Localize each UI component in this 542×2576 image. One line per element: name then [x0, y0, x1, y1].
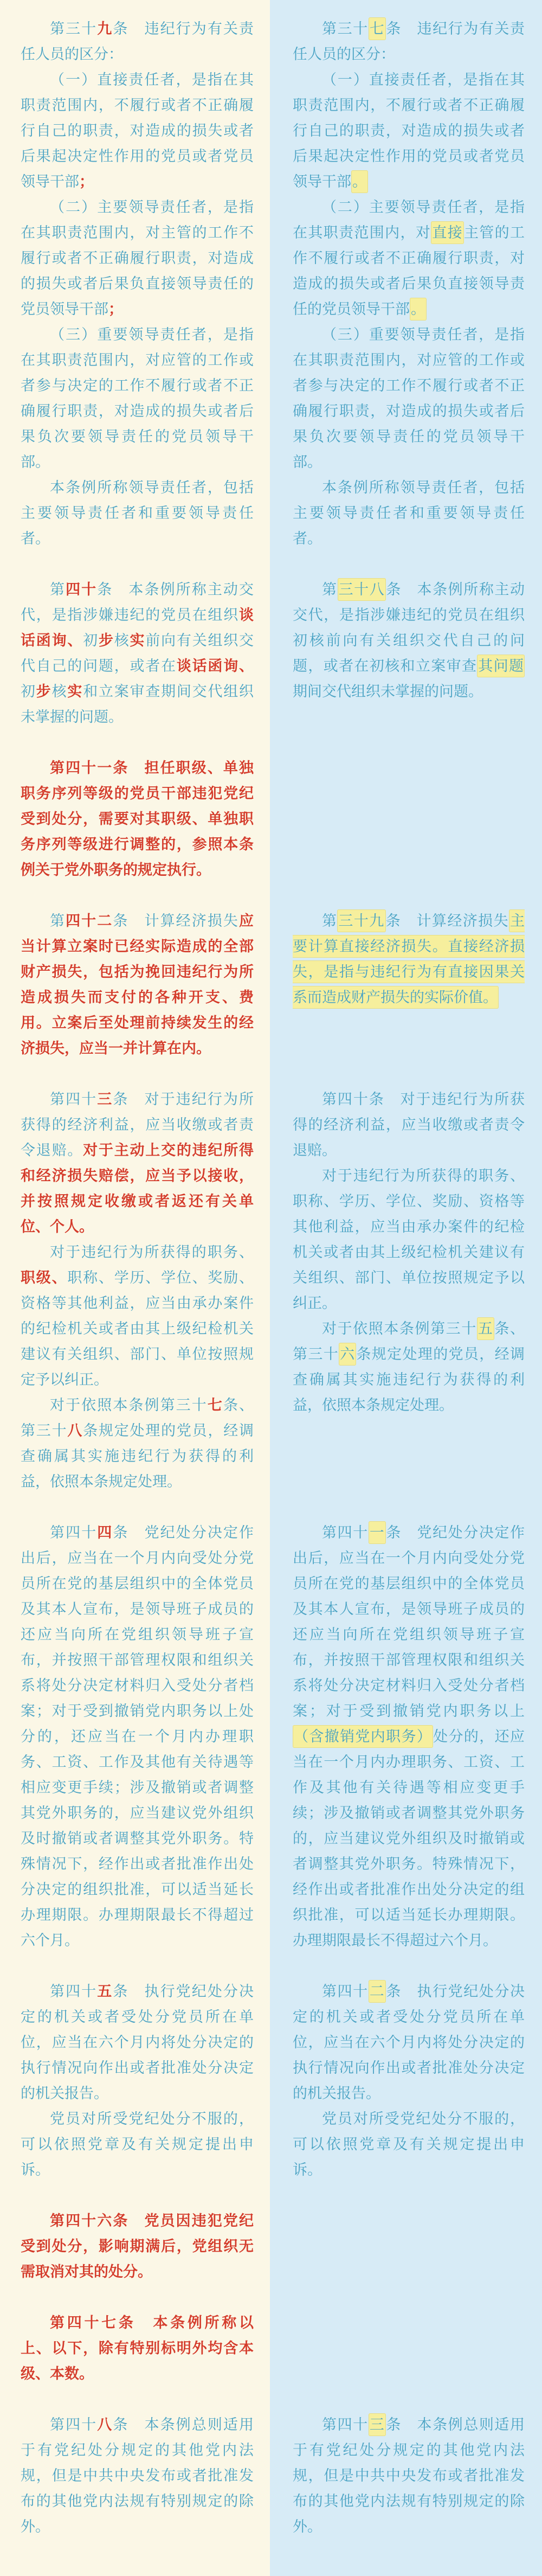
text-segment: 核	[51, 683, 68, 700]
text-segment: （三）重要领导责任者，是指在其职责范围内，对应管的工作或者参与决定的工作不履行或者不正确履行职责，对造成的损失或者后果负次要领导责任的党员领导干部。	[293, 326, 525, 470]
added-text-segment: 谈话函询、	[21, 607, 254, 649]
text-segment: 前向有关组织交代自己的问题，或者在	[21, 632, 254, 674]
deleted-text-highlight: 。	[410, 298, 427, 321]
article-43-new	[21, 1087, 254, 1495]
paragraph	[293, 475, 525, 552]
deleted-text-highlight: 三十八	[338, 578, 386, 601]
left-version-cell	[0, 755, 271, 908]
added-text-segment: 八	[67, 1422, 83, 1439]
text-segment: 条 本条例所称主动交代，是指涉嫌违纪的党员在组织初核前向有关组织交代自己的问题，或者在初核和立案审查	[293, 581, 525, 674]
comparison-row-8	[0, 2208, 542, 2310]
text-segment: 第	[322, 913, 338, 929]
added-text-segment: 第四十七条 本条例所称以上、以下，除有特别标明外均含本级、本数。	[21, 2315, 254, 2382]
text-segment: 本条例所称领导责任者，包括主要领导责任者和重要领导责任者。	[293, 479, 525, 547]
text-segment: 第四十	[50, 2417, 98, 2433]
article-38-old	[293, 577, 525, 704]
text-segment: 主管的工作不履行或者不正确履行职责，对造成的损失或者后果负直接领导责任的党员领导干部	[293, 225, 525, 317]
text-segment: 条规定处理的党员，经调查确属其实施违纪行为获得的利益，依照本条规定处理。	[21, 1422, 254, 1490]
deleted-text-highlight: 三	[369, 2413, 386, 2436]
paragraph	[293, 195, 525, 322]
text-segment: 第四十	[50, 1983, 98, 2000]
text-segment: 条 计算经济损失	[113, 913, 240, 929]
comparison-rows	[0, 16, 542, 2565]
text-segment: 对于违纪行为所获得的职务、	[50, 1244, 254, 1260]
comparison-row-5	[0, 1087, 542, 1520]
text-segment: 对于依照本条例第三十	[322, 1321, 477, 1337]
right-version-cell	[271, 1087, 542, 1520]
text-segment: 条 本条例总则适用于有党纪处分规定的其他党内法规，但是中共中央发布或者批准发布的其他党内法规有特别规定的除外。	[21, 2417, 254, 2535]
right-version-cell	[271, 2208, 542, 2310]
comparison-row-10	[0, 2412, 542, 2565]
text-segment: 条、第三十	[21, 1397, 254, 1439]
text-segment: 条 违纪行为有关责任人员的区分：	[293, 21, 525, 62]
article-42-old	[293, 1979, 525, 2183]
added-text-segment: 四十	[66, 581, 98, 598]
added-text-segment: 步	[36, 683, 52, 700]
added-text-segment: 实	[130, 632, 146, 649]
text-segment: （二）主要领导责任者，是指在其职责范围内，对	[293, 199, 525, 241]
deleted-text-highlight: 七	[369, 17, 386, 40]
left-version-cell	[0, 1087, 271, 1520]
paragraph	[293, 2106, 525, 2183]
text-segment: 条 党纪处分决定作出后，应当在一个月内向受处分党员所在党的基层组织中的全体党员及其本人宣布，是领导班子成员的还应当向所在党组织领导班子宣布，并按照干部管理权限和组织关系将处分决定材料归入受处分者档案；对于受到撤销党内职务以上	[293, 1524, 525, 1719]
paragraph	[21, 475, 254, 552]
text-segment: （二）主要领导责任者，是指在其职责范围内，对主管的工作不履行或者不正确履行职责，对造成的损失或者后果负直接领导责任的党员领导干部	[21, 199, 254, 317]
text-segment: 条 计算经济损失	[385, 913, 509, 929]
right-version-cell	[271, 1520, 542, 1979]
article-47-new	[21, 2310, 254, 2387]
article-41-old	[293, 1520, 525, 1953]
paragraph	[21, 195, 254, 322]
added-text-segment: 九	[97, 21, 113, 37]
deleted-text-highlight: 一	[369, 1521, 386, 1544]
text-segment: （一）直接责任者，是指在其职责范围内，不履行或者不正确履行自己的职责，对造成的损失或者后果起决定性作用的党员或者党员领导干部	[293, 72, 525, 190]
paragraph	[293, 16, 525, 67]
paragraph	[21, 67, 254, 195]
added-text-segment: ；	[108, 301, 123, 317]
added-text-segment: 八	[97, 2417, 113, 2433]
comparison-row-2	[0, 577, 542, 755]
deleted-text-highlight: 。	[351, 170, 368, 193]
paragraph	[21, 908, 254, 1061]
text-segment: （一）直接责任者，是指在其职责范围内，不履行或者不正确履行自己的职责，对造成的损失或者后果起决定性作用的党员或者党员领导干部	[21, 72, 254, 190]
article-37-old	[293, 16, 525, 552]
text-segment: 本条例所称领导责任者，包括主要领导责任者和重要领导责任者。	[21, 479, 254, 547]
text-segment: 党员对所受党纪处分不服的，可以依照党章及有关规定提出申诉。	[293, 2111, 525, 2178]
added-text-segment: 三	[97, 1091, 113, 1107]
comparison-row-6	[0, 1520, 542, 1979]
deleted-text-highlight: 五	[477, 1317, 495, 1340]
article-41-new	[21, 755, 254, 883]
left-version-cell	[0, 2412, 271, 2565]
comparison-row-4	[0, 908, 542, 1087]
text-segment: 处分的，还应当在一个月内办理职务、工资、工作及其他有关待遇等相应变更手续；涉及撤销或者调整其党外职务的，应当建议党外组织及时撤销或者调整其党外职务。特殊情况下，经作出或者批准作出处分决定的组织批准，可以适当延长办理期限。办理期限最长不得超过六个月。	[293, 1728, 525, 1949]
added-text-segment: 步	[98, 632, 114, 649]
added-text-segment: 四	[97, 1524, 113, 1541]
text-segment: 条 党纪处分决定作出后，应当在一个月内向受处分党员所在党的基层组织中的全体党员及其本人宣布，是领导班子成员的还应当向所在党组织领导班子宣布，并按照干部管理权限和组织关系将处分决定材料归入受处分者档案；对于受到撤销党内职务以上处分的，还应当在一个月内办理职务、工资、工作及其他有关待遇等相应变更手续；涉及撤销或者调整其党外职务的，应当建议党外组织及时撤销或者调整其党外职务。特殊情况下，经作出或者批准作出处分决定的组织批准，可以适当延长办理期限。办理期限最长不得超过六个月。	[21, 1524, 254, 1949]
text-segment: 条、第三十	[293, 1321, 525, 1362]
text-segment: 条 本条例所称主动交代，是指涉嫌违纪的党员在组织	[21, 581, 254, 623]
left-version-cell	[0, 577, 271, 755]
added-text-segment: 应当计算立案时已经实际造成的全部财产损失，包括为挽回违纪行为所造成损失而支付的各种开支、费用。立案后至处理前持续发生的经济损失，应当一并计算在内。	[21, 913, 254, 1056]
text-segment: 期间交代组织未掌握的问题。	[293, 683, 483, 700]
text-segment: 第四十	[322, 2417, 369, 2433]
article-44-new	[21, 1520, 254, 1953]
right-version-cell	[271, 908, 542, 1087]
text-segment: 第三十	[50, 21, 98, 37]
added-text-segment: 五	[97, 1983, 113, 2000]
text-segment: 对于违纪行为所获得的职务、职称、学历、学位、奖励、资格等其他利益，应当由承办案件的纪检机关或者由其上级纪检机关建议有关组织、部门、单位按照规定予以纠正。	[293, 1168, 525, 1311]
article-40-old	[293, 1087, 525, 1418]
paragraph	[21, 2208, 254, 2285]
added-text-segment: 七	[207, 1397, 223, 1413]
right-version-cell	[271, 1979, 542, 2208]
paragraph	[293, 577, 525, 704]
text-segment: 第四十条 对于违纪行为所获得的经济利益，应当收缴或者责令退赔。	[293, 1091, 525, 1158]
article-45-new	[21, 1979, 254, 2183]
left-version-cell	[0, 908, 271, 1087]
text-segment: 党员对所受党纪处分不服的，可以依照党章及有关规定提出申诉。	[21, 2111, 254, 2178]
added-text-segment: 职级、	[21, 1270, 68, 1286]
text-segment: （三）重要领导责任者，是指在其职责范围内，对应管的工作或者参与决定的工作不履行或者不正确履行职责，对造成的损失或者后果负次要领导责任的党员领导干部。	[21, 326, 254, 470]
left-version-cell	[0, 2208, 271, 2310]
text-segment: 第	[50, 581, 66, 598]
paragraph	[21, 2106, 254, 2183]
left-version-cell	[0, 1979, 271, 2208]
left-version-cell	[0, 1520, 271, 1979]
text-segment: 第	[50, 913, 66, 929]
text-segment: 第四十	[322, 1524, 369, 1541]
deleted-text-highlight: 其问题	[477, 655, 525, 677]
paragraph	[21, 1520, 254, 1953]
added-text-segment: 对于主动上交的违纪所得和经济损失赔偿，应当予以接收，并按照规定收缴或者返还有关单位、个人。	[21, 1142, 254, 1235]
text-segment: 初	[83, 632, 99, 649]
article-46-new	[21, 2208, 254, 2285]
paragraph	[21, 2412, 254, 2540]
text-segment: 初	[21, 683, 36, 700]
text-segment: 和立案审查期间交代组织未掌握的问题。	[21, 683, 254, 725]
text-segment: 第四十	[50, 1524, 98, 1541]
text-segment: 条 对于违纪行为所获得的经济利益，应当收缴或者责令退赔。	[21, 1091, 254, 1158]
right-version-cell	[271, 16, 542, 577]
paragraph	[293, 1520, 525, 1953]
article-40-new	[21, 577, 254, 730]
comparison-row-7	[0, 1979, 542, 2208]
added-text-segment: 第四十六条 党员因违犯党纪受到处分，影响期满后，党组织无需取消对其的处分。	[21, 2213, 254, 2280]
right-version-cell	[271, 755, 542, 908]
text-segment: 条规定处理的党员，经调查确属其实施违纪行为获得的利益，依照本条规定处理。	[293, 1346, 525, 1413]
paragraph	[21, 2310, 254, 2387]
article-39-new	[21, 16, 254, 552]
paragraph	[21, 1979, 254, 2106]
deleted-text-highlight: 主要计算直接经济损失。直接经济损失，是指与违纪行为有直接因果关系而造成财产损失的实际价值。	[293, 909, 525, 1009]
deleted-text-highlight: 直接	[431, 221, 464, 244]
text-segment: 条 执行党纪处分决定的机关或者受处分党员所在单位，应当在六个月内将处分决定的执行情况向作出或者批准处分决定的机关报告。	[21, 1983, 254, 2101]
text-segment: 第三十	[322, 21, 369, 37]
paragraph	[293, 1316, 525, 1418]
paragraph	[293, 322, 525, 475]
article-42-new	[21, 908, 254, 1061]
added-text-segment: 谈话函询、	[176, 658, 254, 674]
paragraph	[293, 1979, 525, 2106]
right-version-cell	[271, 2412, 542, 2565]
paragraph	[21, 577, 254, 730]
article-43-old	[293, 2412, 525, 2540]
paragraph	[293, 908, 525, 1010]
paragraph	[21, 322, 254, 475]
added-text-segment: 第四十一条 担任职级、单独职务序列等级的党员干部违犯党纪受到处分，需要对其职级、单独职务序列等级进行调整的，参照本条例关于党外职务的规定执行。	[21, 760, 254, 878]
paragraph	[293, 67, 525, 195]
paragraph	[21, 1393, 254, 1495]
comparison-row-9	[0, 2310, 542, 2412]
article-48-new	[21, 2412, 254, 2540]
text-segment: 职称、学历、学位、奖励、资格等其他利益，应当由承办案件的纪检机关或者由其上级纪检机关建议有关组织、部门、单位按照规定予以纠正。	[21, 1270, 254, 1388]
paragraph	[293, 1163, 525, 1316]
paragraph	[293, 1087, 525, 1163]
added-text-segment: 实	[67, 683, 83, 700]
text-segment: 对于依照本条例第三十	[50, 1397, 208, 1413]
text-segment: 核	[114, 632, 130, 649]
added-text-segment: ；	[79, 174, 94, 190]
text-segment: 第	[322, 581, 338, 598]
left-version-cell	[0, 2310, 271, 2412]
text-segment: 第四十	[322, 1983, 369, 2000]
comparison-row-1	[0, 16, 542, 577]
deleted-text-highlight: 三十九	[337, 909, 385, 932]
text-segment: 条 违纪行为有关责任人员的区分：	[21, 21, 254, 62]
added-text-segment: 四十二	[66, 913, 113, 929]
text-segment: 条 执行党纪处分决定的机关或者受处分党员所在单位，应当在六个月内将处分决定的执行情况向作出或者批准处分决定的机关报告。	[293, 1983, 525, 2101]
right-version-cell	[271, 577, 542, 755]
left-version-cell	[0, 16, 271, 577]
paragraph	[21, 1240, 254, 1393]
text-segment: 条 本条例总则适用于有党纪处分规定的其他党内法规，但是中共中央发布或者批准发布的其他党内法规有特别规定的除外。	[293, 2417, 525, 2535]
paragraph	[21, 16, 254, 67]
deleted-text-highlight: 六	[339, 1343, 356, 1366]
paragraph	[293, 2412, 525, 2540]
comparison-row-3	[0, 755, 542, 908]
text-segment: 第四十	[50, 1091, 98, 1107]
paragraph	[21, 1087, 254, 1240]
right-version-cell	[271, 2310, 542, 2412]
paragraph	[21, 755, 254, 883]
article-39-old	[293, 908, 525, 1010]
deleted-text-highlight: （含撤销党内职务）	[293, 1725, 433, 1748]
deleted-text-highlight: 二	[369, 1980, 386, 2003]
